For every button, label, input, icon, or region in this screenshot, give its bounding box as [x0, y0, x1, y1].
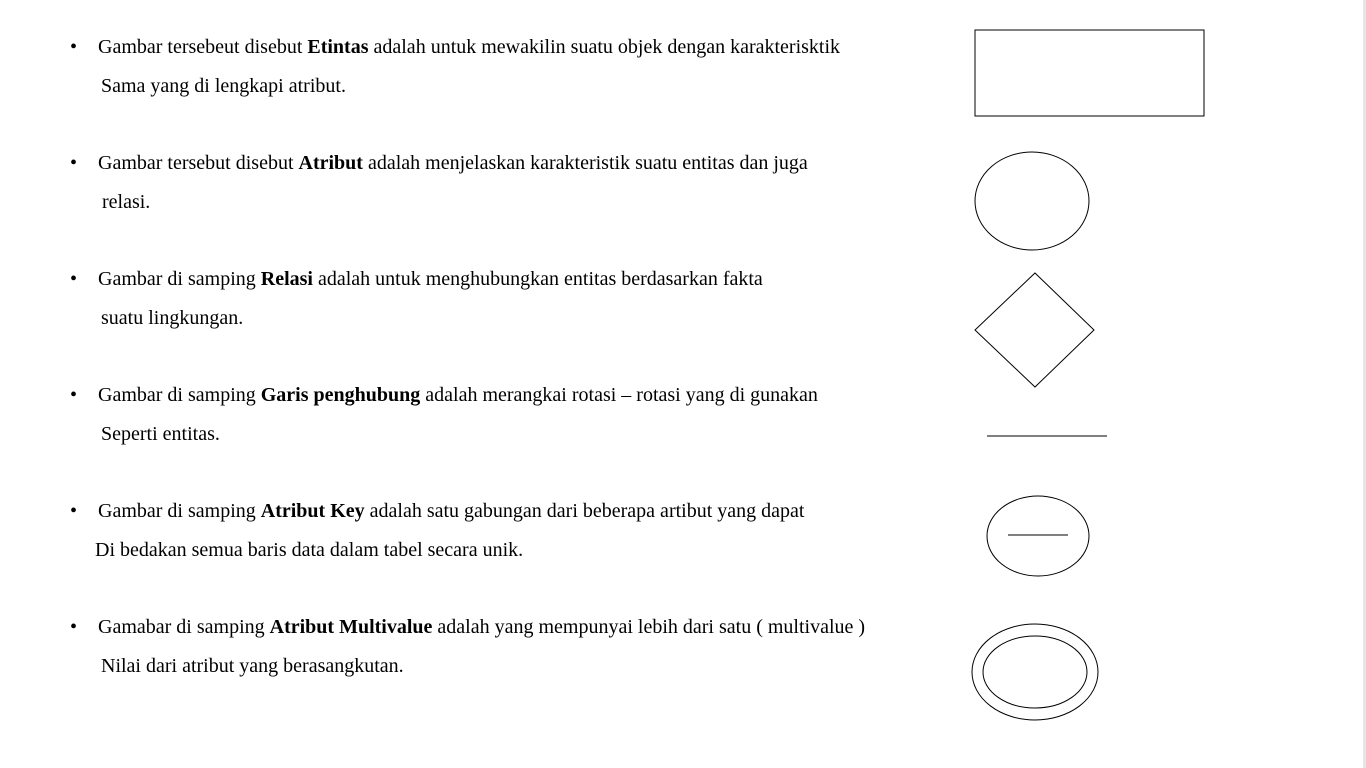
item-line-2: Seperti entitas. [101, 423, 220, 445]
item-term: Etintas [307, 36, 369, 58]
item-line-2: relasi. [102, 191, 151, 213]
multivalue-outer-ellipse [972, 624, 1098, 720]
list-item-key-attribute [0, 498, 990, 578]
item-text-pre: Gambar tersebeut disebut [98, 36, 308, 58]
item-text-post: adalah satu gabungan dari beberapa artibut yang dapat [364, 500, 805, 522]
item-line-1 [98, 150, 808, 176]
item-term: Relasi [260, 268, 313, 290]
item-text-post: adalah yang mempunyai lebih dari satu ( multivalue ) [432, 616, 866, 638]
item-term: Atribut [298, 152, 363, 174]
list-item-connector [0, 382, 990, 462]
item-text-pre: Gamabar di samping [98, 616, 270, 638]
bullet: • [70, 616, 78, 638]
item-term: Atribut Multivalue [269, 616, 433, 638]
item-line-2: Nilai dari atribut yang berasangkutan. [101, 655, 404, 677]
list-item-relation [0, 266, 990, 346]
list-item-entity [0, 34, 990, 114]
item-text-pre: Gambar di samping [98, 384, 261, 406]
item-line-1 [98, 266, 763, 292]
item-term: Garis penghubung [260, 384, 421, 406]
attribute-ellipse-icon [975, 152, 1089, 250]
item-line-2: Sama yang di lengkapi atribut. [101, 75, 346, 97]
multivalue-inner-ellipse [983, 636, 1087, 708]
item-line-1 [98, 34, 840, 60]
relation-diamond-icon [975, 273, 1094, 387]
list-item-multivalue-attribute [0, 614, 990, 694]
item-line-1 [98, 382, 818, 408]
item-text-post: adalah untuk mewakilin suatu objek dengan karakterisktik [368, 36, 841, 58]
item-line-2: Di bedakan semua baris data dalam tabel secara unik. [95, 539, 524, 561]
item-text-pre: Gambar di samping [98, 268, 261, 290]
bullet: • [70, 384, 78, 406]
key-attribute-ellipse [987, 496, 1089, 576]
item-term: Atribut Key [260, 500, 365, 522]
entity-rectangle-icon [975, 30, 1204, 116]
list-item-attribute [0, 150, 990, 230]
item-text-pre: Gambar di samping [98, 500, 261, 522]
item-line-2: suatu lingkungan. [101, 307, 244, 329]
item-text-post: adalah untuk menghubungkan entitas berdasarkan fakta [312, 268, 763, 290]
bullet: • [70, 268, 78, 290]
item-text-pre: Gambar tersebut disebut [98, 152, 299, 174]
item-text-post: adalah merangkai rotasi – rotasi yang di gunakan [420, 384, 818, 406]
bullet: • [70, 36, 78, 58]
item-text-post: adalah menjelaskan karakteristik suatu entitas dan juga [362, 152, 808, 174]
multivalue-attribute-icon [972, 624, 1098, 720]
item-line-1 [98, 498, 804, 524]
bullet: • [70, 500, 78, 522]
key-attribute-icon [987, 496, 1089, 576]
bullet: • [70, 152, 78, 174]
item-line-1 [98, 614, 865, 640]
